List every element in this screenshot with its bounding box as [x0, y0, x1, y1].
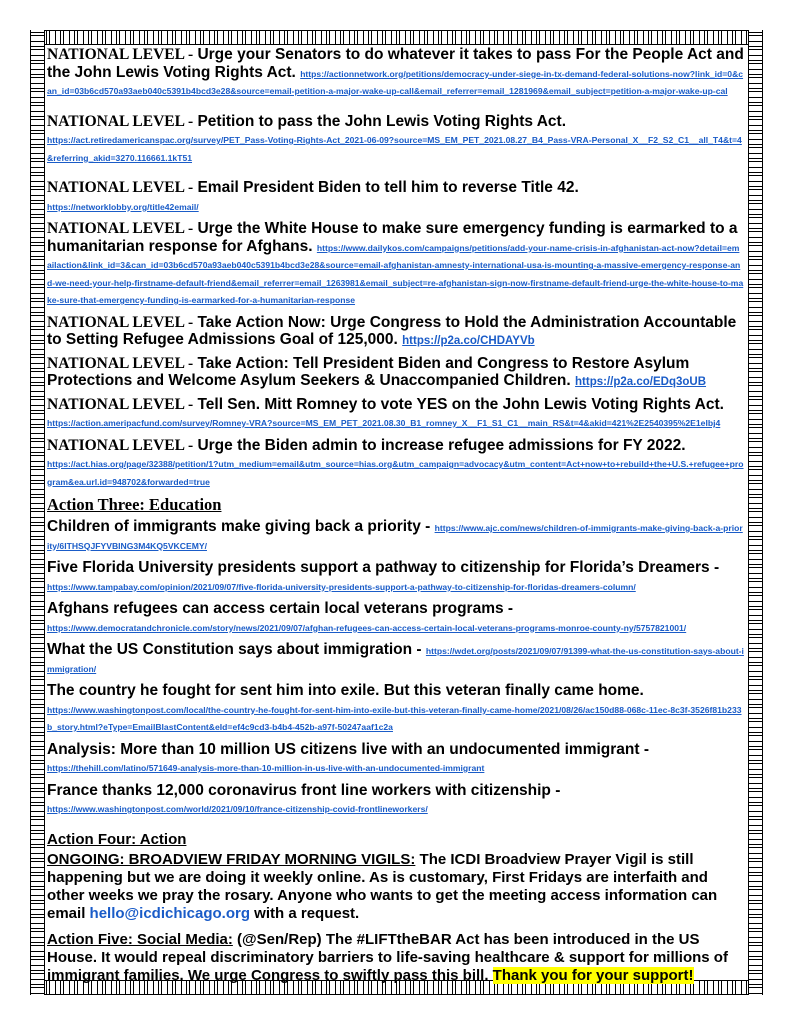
level-label: NATIONAL LEVEL -	[47, 220, 194, 237]
entry-text: Analysis: More than 10 million US citizens live with an undocumented immigrant -	[47, 740, 650, 758]
left-border	[30, 30, 45, 995]
item-text: Tell Sen. Mitt Romney to vote YES on the John Lewis Voting Rights Act.	[197, 395, 724, 413]
email-link[interactable]: hello@icdichicago.org	[89, 904, 251, 922]
education-entry	[47, 641, 744, 676]
petition-link[interactable]: https://p2a.co/EDq3oUB	[575, 376, 707, 388]
document-body	[47, 46, 744, 993]
level-label: NATIONAL LEVEL -	[47, 179, 194, 196]
social-media-paragraph	[47, 931, 744, 985]
entry-text: What the US Constitution says about immigration -	[47, 641, 422, 658]
national-item-2	[47, 113, 744, 166]
level-label: NATIONAL LEVEL -	[47, 395, 194, 413]
petition-link[interactable]: https://www.dailykos.com/campaigns/petitions/add-your-name-crisis-in-afghanistan-act-now?detail=emailaction&link_id=3&can_id=03b6cd570a93aeb040c5391b4bcd3e28&source=email-afghanistan-amnesty-international-usa-is-mounting-a-massive-emergency-response-and-we-need-your-help-firstname-default-friend&email_referrer=email_1263981&email_subject=re-afghanistan-sign-now-firstname-default-friend-urge-the-white-house-to-make-sure-that-emergency-funding-is-earmarked-for-a-humanitarian-response	[47, 242, 744, 305]
entry-text: Children of immigrants make giving back a priority -	[47, 518, 431, 535]
thank-you-highlight: Thank you for your support!	[492, 966, 694, 984]
article-link[interactable]: https://www.washingtonpost.com/world/2021/09/10/france-citizenship-covid-frontlineworkers/	[47, 804, 428, 814]
article-link[interactable]: https://wdet.org/posts/2021/09/07/91399-what-the-us-constitution-says-about-immigration/	[47, 646, 744, 674]
national-item-6	[47, 355, 744, 390]
education-entry	[47, 682, 744, 735]
item-text: Take Action: Tell President Biden and Congress to Restore Asylum Protections and Welcome Asylum Seekers & Unaccompanied Children.	[47, 354, 690, 389]
section-three-heading: Action Three: Education	[47, 495, 222, 514]
level-label: NATIONAL LEVEL -	[47, 436, 194, 454]
right-border	[748, 30, 763, 995]
item-text: Urge the White House to make sure emergency funding is earmarked to a humanitarian response for Afghans.	[47, 220, 738, 255]
petition-link[interactable]: https://actionnetwork.org/petitions/democracy-under-siege-in-tx-demand-federal-solutions-now?link_id=0&can_id=03b6cd570a93aeb040c5391b4bcd3e28&source=email-petition-a-major-wake-up-call&email_referrer=email_1281969&email_subject=petition-a-major-wake-up-cal	[47, 68, 744, 96]
education-entry	[47, 782, 744, 817]
top-border	[30, 30, 763, 45]
level-label: NATIONAL LEVEL -	[47, 354, 194, 372]
level-label: NATIONAL LEVEL -	[47, 46, 194, 63]
vigil-heading: ONGOING: BROADVIEW FRIDAY MORNING VIGILS:	[47, 850, 416, 868]
article-link[interactable]: https://www.washingtonpost.com/local/the-country-he-fought-for-sent-him-into-exile-but-this-veteran-finally-came-home/2021/08/26/ac150d88-068c-11ec-8c3f-3526f81b233b_story.html?eType=EmailBlastContent&eId=ef4c9cd3-b4b4-452b-a97f-50247aaf1c2a	[47, 704, 742, 732]
article-link[interactable]: https://www.ajc.com/news/children-of-immigrants-make-giving-back-a-priority/6ITHSQJFYVBING3M4KQ5VKCEMY/	[47, 523, 743, 551]
petition-link[interactable]: https://networklobby.org/title42email/	[47, 201, 199, 212]
entry-text: The country he fought for sent him into exile. But this veteran finally came home.	[47, 682, 644, 699]
education-entry	[47, 600, 744, 635]
level-label: NATIONAL LEVEL -	[47, 112, 194, 130]
entry-text: Afghans refugees can access certain local veterans programs -	[47, 600, 514, 617]
education-entry	[47, 741, 744, 776]
vigil-paragraph	[47, 851, 744, 923]
entry-text: Five Florida University presidents support a pathway to citizenship for Florida’s Dreamers -	[47, 559, 720, 576]
education-entry	[47, 559, 744, 594]
national-item-8	[47, 437, 744, 490]
vigil-tail: with a request.	[250, 904, 360, 922]
national-item-1	[47, 46, 744, 99]
national-item-7	[47, 396, 744, 431]
article-link[interactable]: https://www.democratandchronicle.com/story/news/2021/09/07/afghan-refugees-can-access-certain-local-veterans-programs-monroe-county-ny/5757821001/	[47, 622, 687, 633]
section-four-heading: Action Four: Action	[47, 830, 187, 848]
petition-link[interactable]: https://action.ameripacfund.com/survey/Romney-VRA?source=MS_EM_PET_2021.08.30_B1_romney_X__F1_S1_C1__main_RS&t=4&akid=421%2E2540395%2E1elbj4	[47, 418, 721, 428]
article-link[interactable]: https://www.tampabay.com/opinion/2021/09/07/five-florida-university-presidents-support-a-pathway-to-citizenship-for-floridas-dreamers-column/	[47, 581, 636, 592]
level-label: NATIONAL LEVEL -	[47, 313, 194, 331]
education-entry	[47, 518, 744, 553]
item-text: Email President Biden to tell him to reverse Title 42.	[197, 179, 579, 196]
petition-link[interactable]: https://act.hias.org/page/32388/petition/1?utm_medium=email&utm_source=hias.org&utm_campaign=advocacy&utm_content=Act+now+to+rebuild+the+U.S.+refugee+program&ea.url.id=948702&forwarded=true	[47, 459, 744, 487]
item-text: Urge your Senators to do whatever it takes to pass For the People Act and the John Lewis Voting Rights Act.	[47, 46, 744, 81]
item-text: Urge the Biden admin to increase refugee admissions for FY 2022.	[197, 436, 686, 454]
vigil-text: The ICDI Broadview Prayer Vigil is still happening but we are doing it weekly online. As is customary, First Fridays are interfaith and other weeks we pray the rosary. Anyone who wants to get the meeting access information can email	[47, 850, 718, 922]
national-item-5	[47, 314, 744, 349]
petition-link[interactable]: https://p2a.co/CHDAYVb	[402, 335, 535, 347]
social-media-text: (@Sen/Rep) The #LIFTtheBAR Act has been introduced in the US House. It would repeal discriminatory barriers to life-saving healthcare & support for millions of immigrant families. We urge Congress to swiftly pass this bill.	[47, 930, 728, 984]
social-media-heading: Action Five: Social Media:	[47, 930, 233, 948]
item-text: Petition to pass the John Lewis Voting Rights Act.	[197, 112, 567, 130]
petition-link[interactable]: https://act.retiredamericanspac.org/survey/PET_Pass-Voting-Rights-Act_2021-06-09?source=MS_EM_PET_2021.08.27_B4_Pass-VRA-Personal_X__F2_S2_C1__all_T4&t=4&referring_akid=3270.116661.1kT51	[47, 135, 742, 163]
national-item-4	[47, 220, 744, 308]
entry-text: France thanks 12,000 coronavirus front line workers with citizenship -	[47, 781, 561, 799]
item-text: Take Action Now: Urge Congress to Hold the Administration Accountable to Setting Refugee Admissions Goal of 125,000.	[47, 313, 737, 348]
article-link[interactable]: https://thehill.com/latino/571649-analysis-more-than-10-million-in-us-live-with-an-undocumented-immigrant	[47, 763, 485, 773]
national-item-3	[47, 179, 744, 214]
